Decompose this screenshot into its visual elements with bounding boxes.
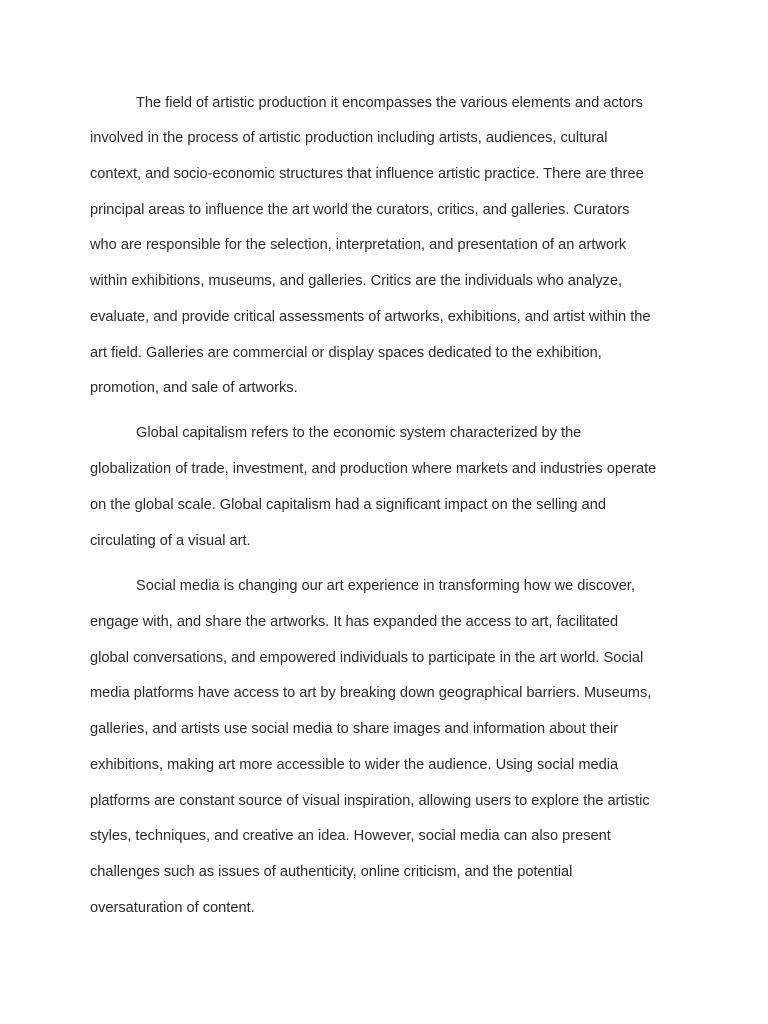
paragraph-line: challenges such as issues of authenticity, online criticism, and the potential: [90, 864, 573, 880]
paragraph-line: art field. Galleries are commercial or display spaces dedicated to the exhibition,: [90, 345, 602, 361]
paragraph-line: The field of artistic production it encompasses the various elements and actors: [136, 95, 643, 111]
paragraph-line: platforms are constant source of visual inspiration, allowing users to explore the artistic: [90, 793, 650, 809]
paragraph-line: who are responsible for the selection, interpretation, and presentation of an artwork: [90, 237, 627, 253]
paragraph-line: Global capitalism refers to the economic system characterized by the: [136, 425, 582, 441]
paragraph-line: on the global scale. Global capitalism had a significant impact on the selling and: [90, 497, 606, 513]
paragraph-line: styles, techniques, and creative an idea. However, social media can also present: [90, 828, 611, 844]
paragraph-line: Social media is changing our art experience in transforming how we discover,: [136, 578, 635, 594]
paragraph-line: globalization of trade, investment, and production where markets and industries operate: [90, 461, 657, 477]
paragraph-line: circulating of a visual art.: [90, 533, 251, 549]
paragraph-line: global conversations, and empowered individuals to participate in the art world. Social: [90, 650, 644, 666]
paragraph-line: context, and socio-economic structures that influence artistic practice. There are three: [90, 166, 644, 182]
paragraph-line: involved in the process of artistic production including artists, audiences, cultural: [90, 130, 608, 146]
paragraph-line: within exhibitions, museums, and galleries. Critics are the individuals who analyze,: [90, 273, 623, 289]
paragraph-line: engage with, and share the artworks. It has expanded the access to art, facilitated: [90, 614, 619, 630]
paragraph-line: media platforms have access to art by breaking down geographical barriers. Museums,: [90, 685, 652, 701]
paragraph-line: exhibitions, making art more accessible to wider the audience. Using social media: [90, 757, 619, 773]
paragraph-line: evaluate, and provide critical assessments of artworks, exhibitions, and artist within the: [90, 309, 651, 325]
paragraph-line: principal areas to influence the art world the curators, critics, and galleries. Curators: [90, 202, 630, 218]
paragraph-line: galleries, and artists use social media to share images and information about their: [90, 721, 619, 737]
paragraph-line: oversaturation of content.: [90, 900, 255, 916]
paragraph-line: promotion, and sale of artworks.: [90, 380, 298, 396]
